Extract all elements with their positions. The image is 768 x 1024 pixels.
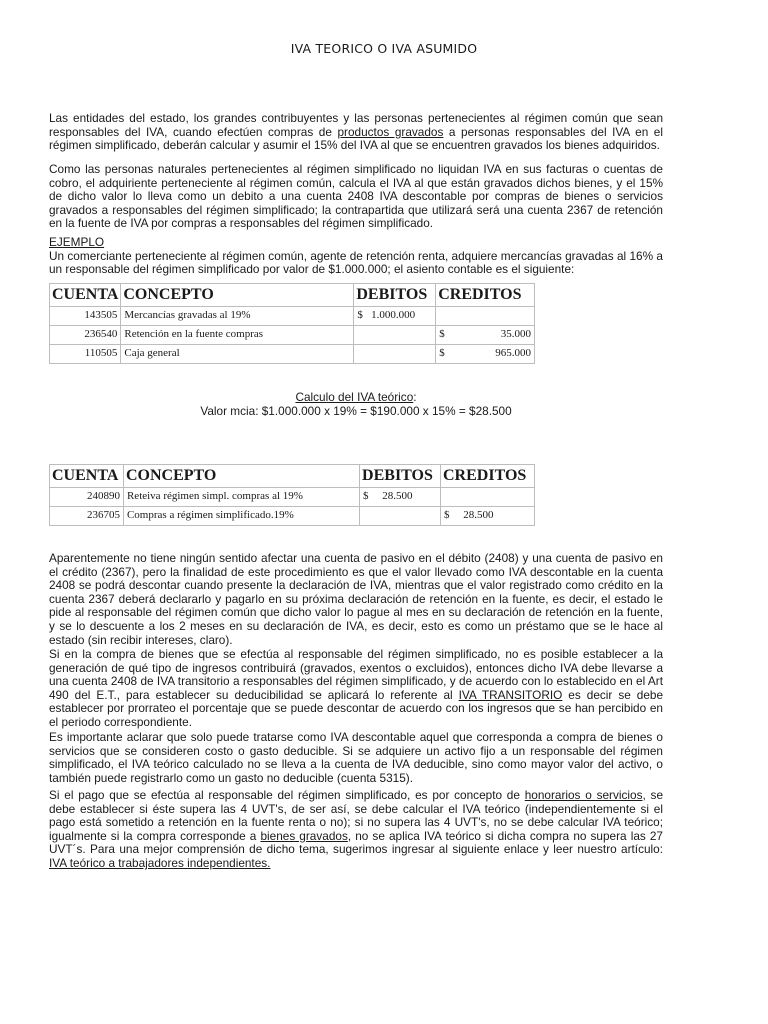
currency-sign: $ xyxy=(439,328,445,341)
currency-sign: $ xyxy=(444,509,450,522)
currency-sign: $ xyxy=(357,309,363,322)
journal-table-2 xyxy=(49,464,535,526)
cell-debito xyxy=(354,345,436,364)
cell-cuenta: 236540 xyxy=(50,326,121,345)
regimen-paragraph xyxy=(49,163,663,231)
header-concepto: CONCEPTO xyxy=(121,284,354,307)
credito-amount: 28.500 xyxy=(463,509,494,522)
link-productos-gravados[interactable]: productos gravados xyxy=(337,124,444,139)
pasivo-text: Aparentemente no tiene ningún sentido afectar una cuenta de pasivo en el débito (2408) y una cuenta de pasivo en el crédito (2367), pero la finalidad de este procedimiento es que el valor llevado como IVA descontable en la cuenta 2408 se podrá descontar cuando presente la declaración de IVA, mientras que el valor registrado como crédito en la cuenta 2367 deberá declararlo y pagarlo en su próxima declaración de retención en la fuente, es decir, el estado le pide al responsable del régimen común que dicho valor lo pague al mes en su declaración de retención en la fuente, y se lo descuente a los 2 meses en su declaración de IVA, es decir, esto es como un préstamo que se le hace al estado (sin recibir intereses, claro). xyxy=(49,551,663,647)
table-header-row xyxy=(50,465,535,488)
cell-debito xyxy=(354,326,436,345)
document-title: IVA TEORICO O IVA ASUMIDO xyxy=(290,41,478,56)
transitorio-text-start: Si en la compra de bienes que se efectúa al responsable del régimen simplificado, no es posible establecer a la generación de qué tipo de ingresos contribuirá (gravados, exentos o excluidos), entonces dicho IVA debe llevarse a una cuenta 2408 de IVA transitorio a responsables del régimen simplificado, y de acuerdo con lo establecido en el Art 490 del E.T., para establecer su deducibilidad se aplicará lo referente al xyxy=(49,647,663,702)
cell-credito xyxy=(441,488,535,507)
link-iva-teorico-trabajadores[interactable]: IVA teórico a trabajadores independientes. xyxy=(49,855,271,870)
transitorio-text-end: es decir se debe establecer por prorrateo el porcentaje que se puede descontar de acuerdo con los ingresos que se han percibido en el periodo correspondiente. xyxy=(49,687,664,729)
cell-concepto: Compras a régimen simplificado.19% xyxy=(123,507,359,526)
transitorio-paragraph xyxy=(49,648,663,730)
cell-credito xyxy=(436,326,535,345)
header-concepto: CONCEPTO xyxy=(123,465,359,488)
credito-amount: 35.000 xyxy=(500,328,531,341)
header-cuenta: CUENTA xyxy=(50,465,124,488)
cell-debito xyxy=(360,507,441,526)
honorarios-text-b: , se debe establecer si éste supera las 4 UVT's, de ser así, se debe calcular el IVA teórico (independientemente si el pago está sometido a retención en la fuente renta o no); si no supera las 4 UVT's, no se debe calcular IVA teórico; igualmente si la compra corresponde a xyxy=(49,788,664,843)
example-block xyxy=(49,236,663,277)
cell-cuenta: 110505 xyxy=(50,345,121,364)
example-heading: EJEMPLO xyxy=(49,235,105,249)
header-creditos: CREDITOS xyxy=(441,465,535,488)
link-bienes-gravados[interactable]: bienes gravados xyxy=(260,828,348,843)
intro-text-end: a personas responsables del IVA en el régimen simplificado, deberán calcular y asumir el 15% del IVA al que se encuentren gravados los bienes adquiridos. xyxy=(49,124,663,153)
link-honorarios-servicios[interactable]: honorarios o servicios xyxy=(524,788,643,802)
cell-cuenta: 236705 xyxy=(50,507,124,526)
table-row xyxy=(50,507,535,526)
calc-block xyxy=(49,391,663,418)
currency-sign: $ xyxy=(363,490,369,503)
calc-heading: Calculo del IVA teórico xyxy=(295,390,414,404)
example-text: Un comerciante perteneciente al régimen común, agente de retención renta, adquiere mercancías gravadas al 16% a un responsable del régimen simplificado por valor de $1.000.000; el asiento contable es el siguiente: xyxy=(49,248,663,277)
table-row xyxy=(50,326,535,345)
honorarios-paragraph xyxy=(49,789,663,871)
debito-amount: 28.500 xyxy=(382,490,413,503)
calc-formula: Valor mcia: $1.000.000 x 19% = $190.000 x 15% = $28.500 xyxy=(200,403,512,418)
cell-concepto: Caja general xyxy=(121,345,354,364)
table-row xyxy=(50,488,535,507)
table-row xyxy=(50,345,535,364)
pasivo-paragraph xyxy=(49,552,663,647)
honorarios-text-a: Si el pago que se efectúa al responsable del régimen simplificado, es por concepto de xyxy=(49,788,525,802)
header-debitos: DEBITOS xyxy=(360,465,441,488)
cell-concepto: Mercancías gravadas al 19% xyxy=(121,307,354,326)
header-creditos: CREDITOS xyxy=(436,284,535,307)
descontable-paragraph xyxy=(49,731,663,785)
descontable-text: Es importante aclarar que solo puede tratarse como IVA descontable aquel que corresponda a compra de bienes o servicios que se consideren costo o gasto deducible. Si se adquiere un activo fijo a un responsable del régimen simplificado, el IVA teórico calculado no se lleva a la cuenta de IVA deducible, sino como mayor valor del activo, o también puede registrarlo como un gasto no deducible (cuenta 5315). xyxy=(49,730,663,785)
table-row xyxy=(50,307,535,326)
header-debitos: DEBITOS xyxy=(354,284,436,307)
cell-cuenta: 143505 xyxy=(50,307,121,326)
intro-text-start: Las entidades del estado, los grandes contribuyentes y las personas pertenecientes al régimen común que sean responsables del IVA, cuando efectúen compras de xyxy=(49,111,663,139)
calc-colon: : xyxy=(413,390,417,404)
intro-paragraph xyxy=(49,112,663,153)
cell-debito xyxy=(360,488,441,507)
header-cuenta: CUENTA xyxy=(50,284,121,307)
table-header-row xyxy=(50,284,535,307)
cell-debito xyxy=(354,307,436,326)
honorarios-text-c: , no se aplica IVA teórico si dicha compra no supera las 27 UVT´s. Para una mejor comprensión de dicho tema, sugerimos ingresar al siguiente enlace y leer nuestro artículo: xyxy=(49,828,663,857)
journal-table-1 xyxy=(49,283,535,364)
cell-concepto: Retención en la fuente compras xyxy=(121,326,354,345)
cell-credito xyxy=(436,307,535,326)
regimen-text: Como las personas naturales pertenecientes al régimen simplificado no liquidan IVA en sus facturas o cuentas de cobro, el adquiriente perteneciente al régimen común, calcula el IVA al que están gravados dichos bienes, y el 15% de dicho valor lo lleva como un debito a una cuenta 2408 IVA descontable por compras de bienes o servicios gravados a responsables del régimen simplificado; la contrapartida que utilizará será una cuenta 2367 de retención en la fuente de IVA por compras a responsables del régimen simplificado. xyxy=(49,162,663,231)
cell-credito xyxy=(441,507,535,526)
link-iva-transitorio[interactable]: IVA TRANSITORIO xyxy=(458,687,563,702)
cell-cuenta: 240890 xyxy=(50,488,124,507)
currency-sign: $ xyxy=(439,347,445,360)
credito-amount: 965.000 xyxy=(495,347,531,360)
debito-amount: 1.000.000 xyxy=(371,309,416,322)
cell-concepto: Reteiva régimen simpl. compras al 19% xyxy=(123,488,359,507)
cell-credito xyxy=(436,345,535,364)
